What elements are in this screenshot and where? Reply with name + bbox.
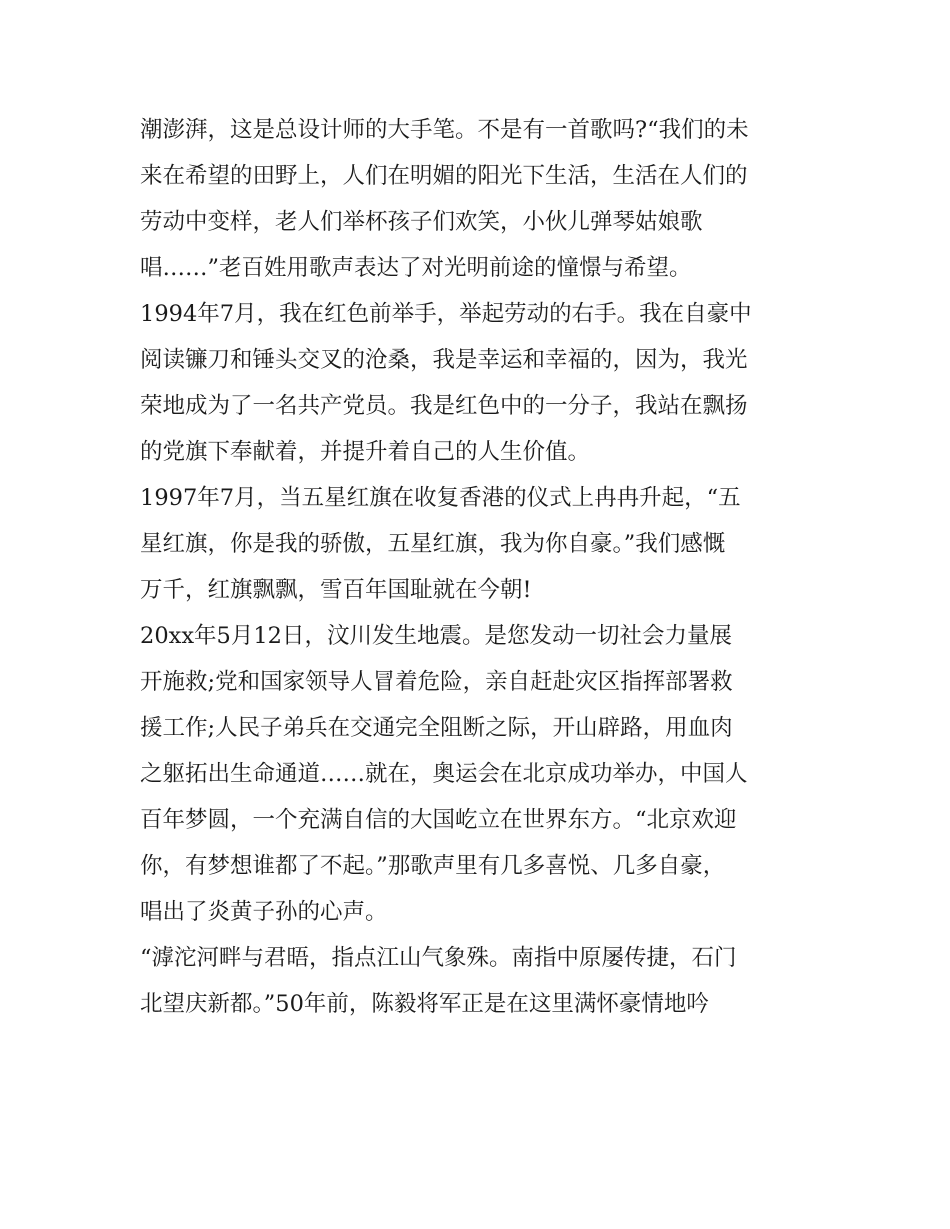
text-line: 百年梦圆，一个充满自信的大国屹立在世界东方。“北京欢迎 (140, 807, 737, 833)
text-line: 援工作;人民子弟兵在交通完全阻断之际，开山辟路，用血肉 (140, 715, 733, 741)
text-line: 1997年7月，当五星红旗在收复香港的仪式上冉冉升起，“五 (140, 485, 741, 511)
text-line: 北望庆新都。”50年前，陈毅将军正是在这里满怀豪情地吟 (140, 991, 709, 1017)
text-line: 星红旗，你是我的骄傲，五星红旗，我为你自豪。”我们感慨 (140, 531, 726, 557)
text-line: 唱……”老百姓用歌声表达了对光明前途的憧憬与希望。 (140, 255, 692, 281)
text-line: 来在希望的田野上，人们在明媚的阳光下生活，生活在人们的 (140, 163, 748, 189)
text-line: 20xx年5月12日，汶川发生地震。是您发动一切社会力量展 (140, 623, 732, 649)
text-line: 潮澎湃，这是总设计师的大手笔。不是有一首歌吗?“我们的未 (140, 117, 749, 143)
text-line: 你，有梦想谁都了不起。”那歌声里有几多喜悦、几多自豪， (140, 853, 726, 879)
text-line: 劳动中变样，老人们举杯孩子们欢笑，小伙儿弹琴姑娘歌 (140, 209, 703, 235)
text-line: 之躯拓出生命通道……就在，奥运会在北京成功举办，中国人 (140, 761, 748, 787)
text-line: 唱出了炎黄子孙的心声。 (140, 899, 388, 925)
text-line: 1994年7月，我在红色前举手，举起劳动的右手。我在自豪中 (140, 301, 752, 327)
body-text (140, 107, 820, 1027)
text-line: 的党旗下奉献着，并提升着自己的人生价值。 (140, 439, 591, 465)
text-line: “滹沱河畔与君晤，指点江山气象殊。南指中原屡传捷，石门 (140, 945, 737, 971)
text-line: 开施救;党和国家领导人冒着危险，亲自赶赴灾区指挥部署救 (140, 669, 733, 695)
text-line: 万千，红旗飘飘，雪百年国耻就在今朝! (140, 577, 532, 603)
text-line: 荣地成为了一名共产党员。我是红色中的一分子，我站在飘扬 (140, 393, 748, 419)
text-line: 阅读镰刀和锤头交叉的沧桑，我是幸运和幸福的，因为，我光 (140, 347, 748, 373)
